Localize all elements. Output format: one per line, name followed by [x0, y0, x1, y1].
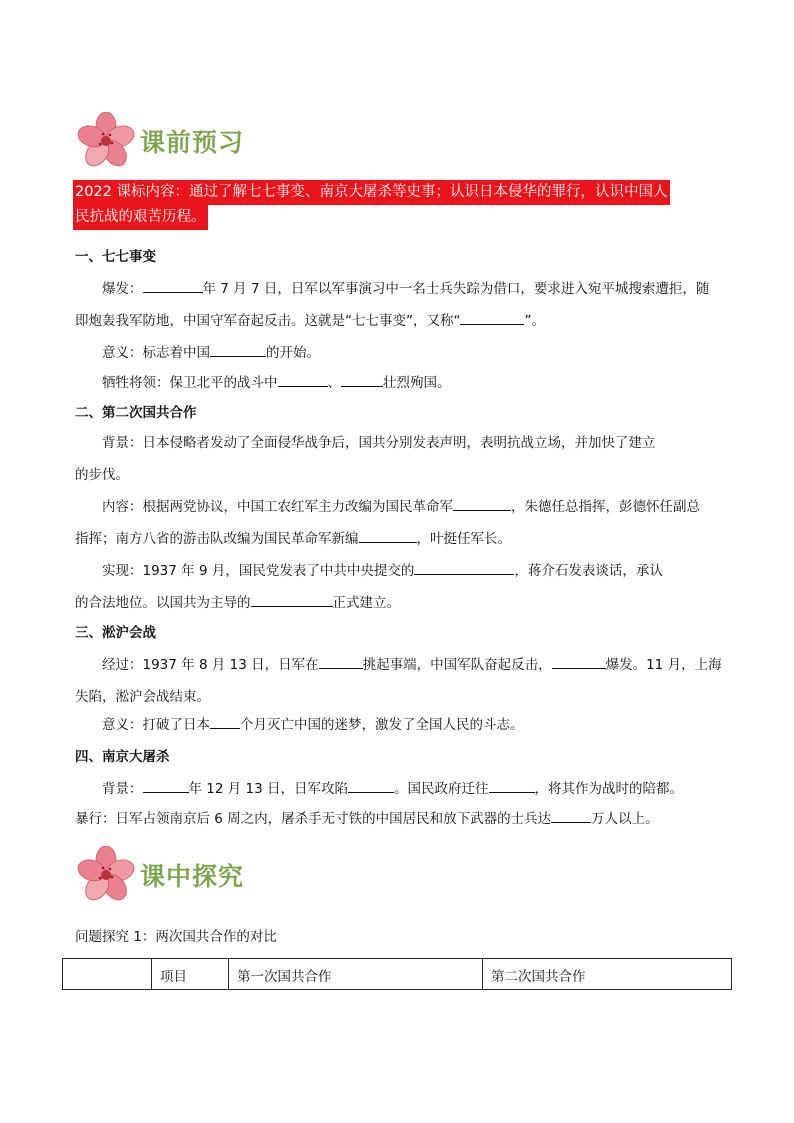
para-outbreak-cont: [75, 312, 545, 330]
text: 爆发：: [102, 281, 143, 297]
text: 壮烈殉国。: [383, 375, 451, 391]
text: 实现：1937 年 9 月，国民党发表了中共中央提交的: [102, 563, 415, 579]
fill-blank[interactable]: [552, 656, 606, 669]
para-process: [102, 656, 722, 674]
text: ，将其作为战时的陪都。: [534, 781, 684, 797]
para-background: 背景：日本侵略者发动了全面侵华战争后，国共分别发表声明，表明抗战立场，并加快了建立: [102, 435, 656, 451]
heading-3: 三、淞沪会战: [75, 625, 156, 641]
text: 万人以上。: [591, 811, 659, 827]
fill-blank[interactable]: [341, 374, 383, 387]
flower-icon: [76, 846, 136, 904]
text: 即炮轰我军防地，中国守军奋起反击。这就是“七七事变”，又称“: [75, 313, 461, 329]
text: 的开始。: [266, 345, 320, 361]
section-title-inquiry: 课中探究: [140, 862, 245, 891]
fill-blank[interactable]: [143, 780, 189, 793]
fill-blank[interactable]: [348, 780, 394, 793]
fill-blank[interactable]: [319, 656, 363, 669]
text: 经过：1937 年 8 月 13 日，日军在: [102, 657, 319, 673]
text: 年 7 月 7 日，日军以军事演习中一名士兵失踪为借口，要求进入宛平城搜索遭拒，随: [202, 281, 710, 297]
fill-blank[interactable]: [359, 530, 417, 543]
table-header-cell: [63, 959, 152, 990]
table-header-row: [63, 959, 732, 990]
section-header-preview: [76, 112, 244, 170]
text: ，叶挺任军长。: [416, 531, 511, 547]
text: ”。: [524, 313, 545, 329]
para-content: [102, 498, 700, 516]
text: 爆发。11 月，上海: [605, 657, 722, 673]
heading-4: 四、南京大屠杀: [75, 749, 170, 765]
fill-blank[interactable]: [251, 594, 333, 607]
text: ，朱德任总指挥，彭德怀任副总: [511, 499, 700, 515]
fill-blank[interactable]: [210, 716, 240, 729]
section-title-preview: 课前预习: [140, 128, 245, 157]
text: ，蒋介石发表谈话，承认: [514, 563, 663, 579]
text: 个月灭亡中国的迷梦，激发了全国人民的斗志。: [240, 717, 524, 733]
para-generals: [102, 374, 451, 392]
para-significance: [102, 344, 320, 362]
table-header-cell: 项目: [152, 959, 229, 990]
flower-icon: [76, 112, 136, 170]
question-1: 问题探究 1：两次国共合作的对比: [75, 929, 277, 945]
text: 年 12 月 13 日，日军攻陷: [188, 781, 349, 797]
text: 、: [327, 375, 341, 391]
fill-blank[interactable]: [278, 374, 328, 387]
text: 暴行：日军占领南京后 6 周之内，屠杀手无寸铁的中国居民和放下武器的士兵达: [75, 811, 552, 827]
fill-blank[interactable]: [460, 312, 524, 325]
para-content-cont: [75, 530, 511, 548]
text: 的合法地位。以国共为主导的: [75, 595, 251, 611]
text: 挑起事端，中国军队奋起反击，: [362, 657, 552, 673]
text: 意义：打破了日本: [102, 717, 210, 733]
para-background-cont: 的步伐。: [75, 467, 129, 483]
fill-blank[interactable]: [414, 562, 514, 575]
para-realization-cont: [75, 594, 400, 612]
para-atrocity: [75, 810, 659, 828]
text: 背景：: [102, 781, 143, 797]
curriculum-standard: [73, 180, 733, 230]
text: 意义：标志着中国: [102, 345, 210, 361]
para-nanjing-background: [102, 780, 683, 798]
heading-2: 二、第二次国共合作: [75, 405, 197, 421]
text: 内容：根据两党协议，中国工农红军主力改编为国民革命军: [102, 499, 453, 515]
fill-blank[interactable]: [551, 810, 591, 823]
fill-blank[interactable]: [489, 780, 535, 793]
heading-1: 一、七七事变: [75, 249, 156, 265]
text: 牺牲将领：保卫北平的战斗中: [102, 375, 278, 391]
fill-blank[interactable]: [210, 344, 266, 357]
fill-blank[interactable]: [453, 498, 511, 511]
fill-blank[interactable]: [143, 280, 203, 293]
text: 正式建立。: [332, 595, 400, 611]
standard-line-1: 2022 课标内容：通过了解七七事变、南京大屠杀等史事；认识日本侵华的罪行，认识中国人: [73, 180, 670, 205]
table-header-cell: 第一次国共合作: [229, 959, 483, 990]
text: 指挥；南方八省的游击队改编为国民革命军新编: [75, 531, 359, 547]
text: 。国民政府迁往: [394, 781, 489, 797]
para-outbreak: [102, 280, 709, 298]
table-header-cell: 第二次国共合作: [483, 959, 732, 990]
standard-line-2: 民抗战的艰苦历程。: [73, 205, 208, 230]
section-header-inquiry: [76, 846, 244, 904]
para-songhu-significance: [102, 716, 524, 734]
para-process-cont: 失陷，淞沪会战结束。: [75, 689, 210, 705]
para-realization: [102, 562, 663, 580]
comparison-table: [62, 958, 732, 990]
